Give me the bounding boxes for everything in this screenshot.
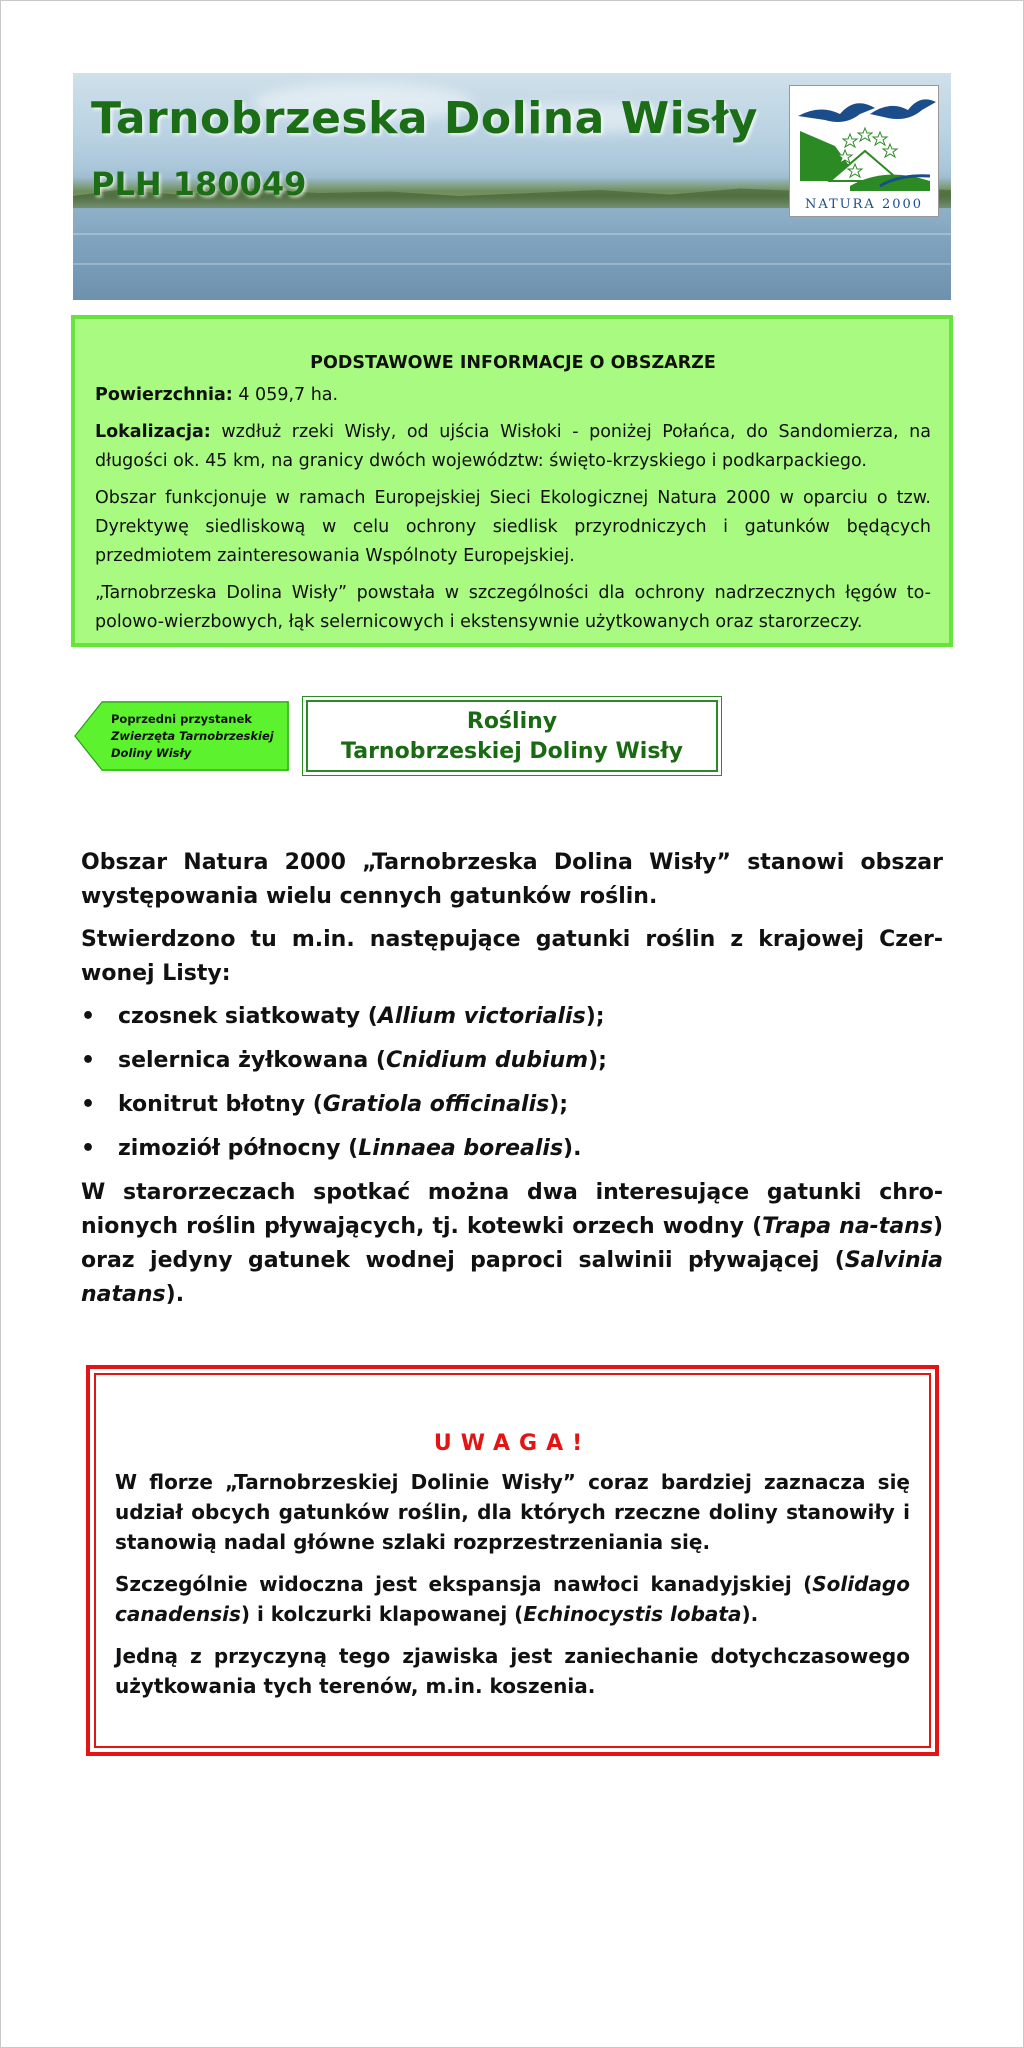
list-item: • czosnek siatkowaty (Allium victorialis);	[81, 1000, 943, 1034]
natura-2000-logo-icon	[790, 86, 938, 196]
warning-paragraph-1: W florze „Tarnobrzeskiej Dolinie Wisły” coraz bardziej zaznacza się udział obcych gatunków roślin, dla których rzeczne doliny stanowiły i stanowią nadal główne szlaki rozprzestrzeniania się.	[115, 1470, 910, 1554]
area-paragraph	[95, 381, 931, 410]
oxbow-paragraph: W starorzeczach spotkać można dwa interesujące gatunki chro-nionych roślin pływających, tj. kotewki orzech wodny (Trapa na-tans) oraz jedyny gatunek wodnej paproci salwinii pływającej (Salvinia natans).	[81, 1180, 943, 1307]
section-title-line2: Tarnobrzeskiej Doliny Wisły	[341, 739, 683, 764]
warning-paragraph-3: Jedną z przyczyną tego zjawiska jest zaniechanie dotychczasowego użytkowania tych terenów, m.in. koszenia.	[115, 1644, 910, 1698]
species-list	[81, 1000, 943, 1166]
list-item: • konitrut błotny (Gratiola officinalis);	[81, 1088, 943, 1122]
list-item: • selernica żyłkowana (Cnidium dubium);	[81, 1044, 943, 1078]
warning-box	[86, 1365, 939, 1756]
location-text: wzdłuż rzeki Wisły, od ujścia Wisłoki - poniżej Połańca, do Sandomierza, na długości ok. 45 km, na granicy dwóch województw: święto-krzyskiego i podkarpackiego.	[95, 422, 931, 471]
previous-stop-target-line2: Doliny Wisły	[111, 746, 192, 760]
red-list-intro: Stwierdzono tu m.in. następujące gatunki roślin z krajowej Czer-wonej Listy:	[81, 927, 943, 986]
warning-paragraph-2: Szczególnie widoczna jest ekspansja nawłoci kanadyjskiej (Solidago canadensis) i kolczurki klapowanej (Echinocystis lobata).	[115, 1572, 910, 1626]
previous-stop-link[interactable]	[111, 711, 287, 762]
bullet-icon: •	[81, 1004, 96, 1029]
bullet-icon: •	[81, 1136, 96, 1161]
previous-stop-target-line1: Zwierzęta Tarnobrzeskiej	[111, 729, 274, 743]
site-code: PLH 180049	[91, 165, 307, 203]
basic-info-box	[71, 315, 953, 647]
bullet-icon: •	[81, 1092, 96, 1117]
location-label: Lokalizacja:	[95, 422, 211, 442]
header-banner	[73, 73, 951, 300]
warning-title: UWAGA!	[433, 1431, 592, 1456]
bullet-icon: •	[81, 1048, 96, 1073]
area-label: Powierzchnia:	[95, 385, 233, 405]
natura-2000-logo	[789, 85, 939, 217]
main-content	[81, 846, 943, 1321]
info-heading: PODSTAWOWE INFORMACJE O OBSZARZE	[310, 353, 716, 373]
section-title-line1: Rośliny	[466, 709, 558, 734]
previous-stop-label: Poprzedni przystanek	[111, 712, 252, 726]
location-paragraph	[95, 418, 931, 476]
list-item: • zimoziół północny (Linnaea borealis).	[81, 1132, 943, 1166]
purpose-paragraph: „Tarnobrzeska Dolina Wisły” powstała w szczególności dla ochrony nadrzecznych łęgów to-polowo-wierzbowych, łąk selernicowych i ekstensywnie użytkowanych oraz starorzeczy.	[95, 583, 931, 632]
area-value: 4 059,7 ha.	[232, 385, 339, 405]
logo-caption: NATURA 2000	[804, 197, 924, 212]
page-title: Tarnobrzeska Dolina Wisły	[91, 93, 758, 144]
section-title	[306, 700, 718, 772]
intro-paragraph: Obszar Natura 2000 „Tarnobrzeska Dolina Wisły” stanowi obszar występowania wielu cennych gatunków roślin.	[81, 850, 943, 909]
natura-paragraph: Obszar funkcjonuje w ramach Europejskiej Sieci Ekologicznej Natura 2000 w oparciu o tzw. Dyrektywę siedliskową w celu ochrony siedlisk przyrodniczych i gatunków będących przedmiotem zainteresowania Wspólnoty Europejskiej.	[95, 488, 931, 566]
